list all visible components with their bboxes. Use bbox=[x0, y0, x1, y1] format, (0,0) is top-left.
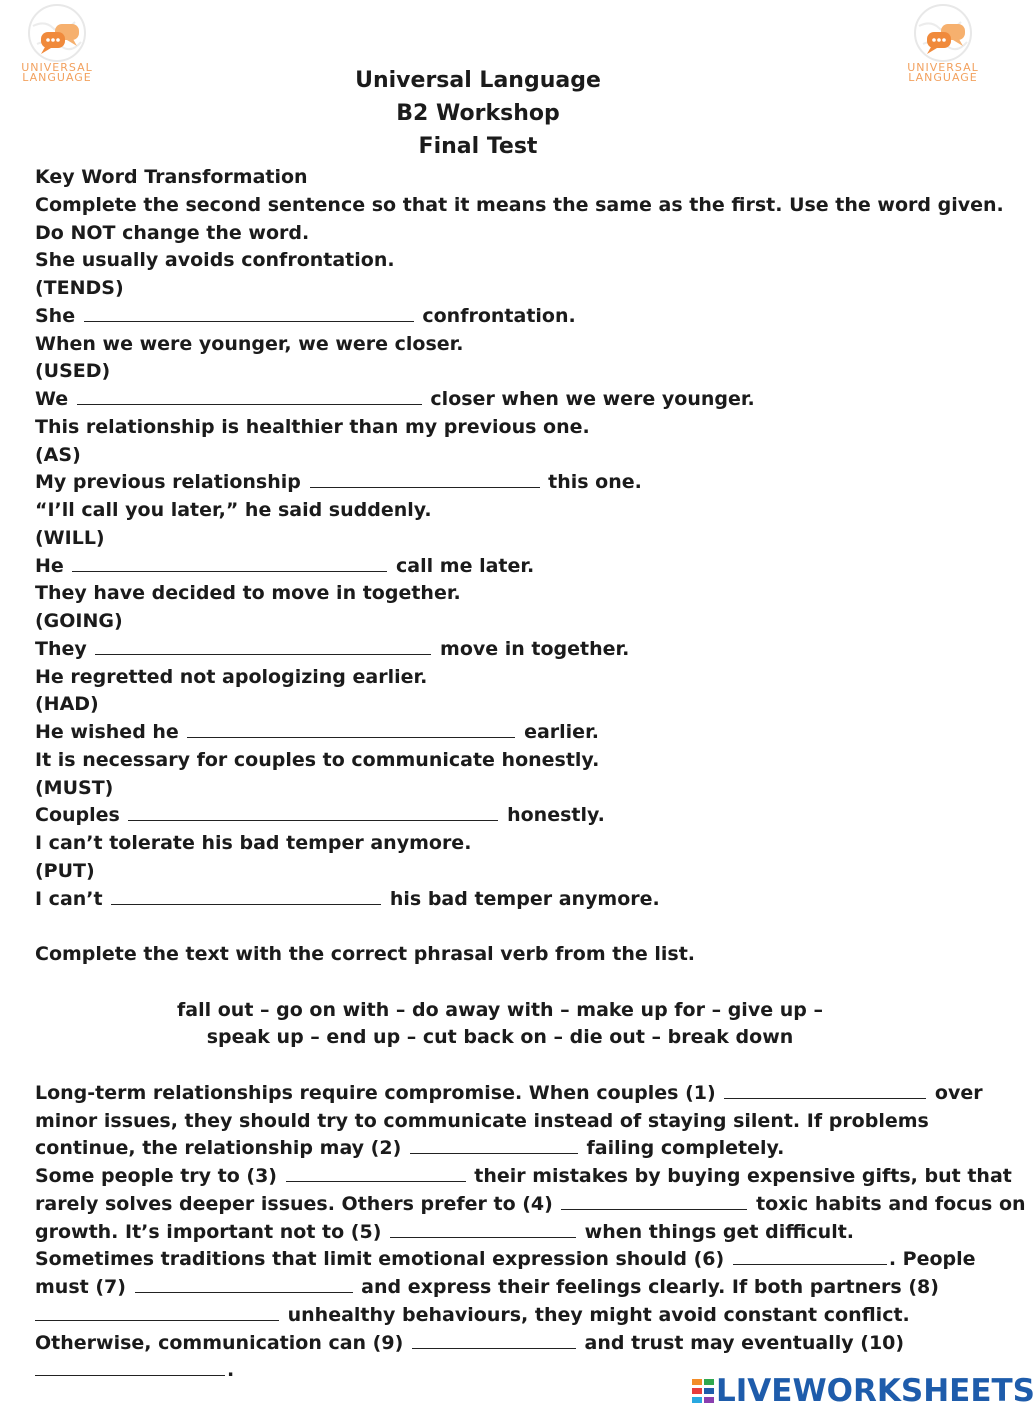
gap-blank-8[interactable] bbox=[35, 1302, 279, 1321]
key-word: (AS) bbox=[35, 443, 81, 466]
gap-blank-6[interactable] bbox=[733, 1246, 887, 1265]
gap-blank-3[interactable] bbox=[286, 1163, 466, 1182]
answer-prefix: We bbox=[35, 388, 69, 410]
gap-blank-10[interactable] bbox=[35, 1357, 225, 1376]
text-line-8 bbox=[35, 1274, 970, 1302]
key-word: (USED) bbox=[35, 360, 111, 383]
gap-blank-1[interactable] bbox=[724, 1080, 926, 1099]
title-line-2: B2 Workshop bbox=[396, 101, 560, 126]
answer-line bbox=[35, 886, 970, 914]
answer-blank-2[interactable] bbox=[77, 386, 422, 405]
text-fragment: Some people try to (3) bbox=[35, 1165, 277, 1187]
globe-chat-icon bbox=[25, 2, 89, 64]
answer-prefix: They bbox=[35, 637, 87, 660]
answer-prefix: He wished he bbox=[35, 721, 179, 743]
text-fragment: toxic habits and focus on bbox=[756, 1192, 1026, 1215]
answer-prefix: My previous relationship bbox=[35, 471, 301, 494]
gap-blank-4[interactable] bbox=[561, 1191, 747, 1210]
text-fragment: over bbox=[934, 1081, 983, 1104]
text-fragment: Sometimes traditions that limit emotional expression should (6) bbox=[35, 1248, 725, 1271]
key-word: (MUST) bbox=[35, 776, 114, 799]
section2-instruction: Complete the text with the correct phrasal verb from the list. bbox=[35, 943, 695, 965]
logo-line2: LANGUAGE bbox=[908, 71, 978, 84]
logo-line1: UNIVERSAL bbox=[21, 61, 93, 74]
instruction: Complete the second sentence so that it means the same as the first. Use the word given. bbox=[35, 193, 1004, 216]
liveworksheets-watermark bbox=[692, 1373, 1035, 1409]
key-word: (GOING) bbox=[35, 610, 123, 632]
text-line-9 bbox=[35, 1302, 970, 1330]
text-line-4 bbox=[35, 1163, 1012, 1191]
source-sentence: This relationship is healthier than my previous one. bbox=[35, 415, 590, 438]
spacer bbox=[35, 969, 970, 997]
text-line-7 bbox=[35, 1246, 976, 1274]
logo-line2: LANGUAGE bbox=[22, 71, 92, 84]
text-fragment: . bbox=[227, 1359, 235, 1382]
text-line-3 bbox=[35, 1135, 970, 1163]
text-fragment: and trust may eventually (10) bbox=[584, 1331, 905, 1354]
phrasal-verb-list-1: fall out – go on with – do away with – make up for – give up – bbox=[177, 998, 823, 1021]
title-line-1: Universal Language bbox=[355, 68, 601, 93]
section-heading: Key Word Transformation bbox=[35, 166, 308, 188]
spacer bbox=[35, 1052, 970, 1080]
text-line-10 bbox=[35, 1330, 970, 1358]
source-sentence: I can’t tolerate his bad temper anymore. bbox=[35, 832, 472, 854]
gap-blank-2[interactable] bbox=[410, 1135, 578, 1154]
source-sentence: It is necessary for couples to communicate honestly. bbox=[35, 748, 600, 771]
answer-suffix: call me later. bbox=[396, 554, 535, 577]
worksheet-content bbox=[35, 164, 1026, 1385]
source-sentence: “I’ll call you later,” he said suddenly. bbox=[35, 499, 432, 521]
text-fragment: Otherwise, communication can (9) bbox=[35, 1331, 404, 1354]
answer-blank-8[interactable] bbox=[111, 886, 381, 905]
text-fragment: rarely solves deeper issues. Others prefer to (4) bbox=[35, 1192, 553, 1215]
title-line-3: Final Test bbox=[418, 134, 538, 159]
text-line-2: minor issues, they should try to communicate instead of staying silent. If problems bbox=[35, 1109, 929, 1132]
liveworksheets-logo-icon bbox=[692, 1379, 714, 1405]
source-sentence: They have decided to move in together. bbox=[35, 582, 461, 605]
answer-line bbox=[35, 469, 970, 497]
key-word: (TENDS) bbox=[35, 277, 124, 299]
key-word: (HAD) bbox=[35, 693, 99, 716]
text-fragment: continue, the relationship may (2) bbox=[35, 1137, 402, 1160]
answer-suffix: earlier. bbox=[524, 721, 599, 743]
globe-chat-icon bbox=[911, 2, 975, 64]
answer-line bbox=[35, 553, 970, 581]
text-fragment: failing completely. bbox=[586, 1137, 785, 1160]
page-title bbox=[0, 61, 956, 163]
text-line-1 bbox=[35, 1080, 983, 1108]
answer-suffix: closer when we were younger. bbox=[430, 388, 755, 410]
source-sentence: She usually avoids confrontation. bbox=[35, 249, 395, 272]
answer-blank-1[interactable] bbox=[84, 303, 414, 322]
text-line-5 bbox=[35, 1191, 1026, 1219]
answer-line bbox=[35, 303, 970, 331]
answer-line bbox=[35, 802, 970, 830]
text-line-6 bbox=[35, 1219, 970, 1247]
text-fragment: when things get difficult. bbox=[584, 1220, 855, 1243]
text-fragment: unhealthy behaviours, they might avoid constant conflict. bbox=[287, 1303, 910, 1326]
answer-suffix: his bad temper anymore. bbox=[389, 887, 660, 910]
source-sentence: When we were younger, we were closer. bbox=[35, 332, 464, 355]
answer-prefix: Couples bbox=[35, 804, 120, 827]
answer-blank-3[interactable] bbox=[310, 469, 540, 488]
answer-suffix: confrontation. bbox=[422, 304, 576, 327]
answer-blank-7[interactable] bbox=[128, 802, 498, 821]
answer-prefix: I can’t bbox=[35, 887, 103, 910]
gap-blank-5[interactable] bbox=[390, 1219, 576, 1238]
answer-blank-5[interactable] bbox=[95, 636, 431, 655]
answer-prefix: He bbox=[35, 554, 64, 577]
key-word: (PUT) bbox=[35, 859, 95, 882]
instruction-2: Do NOT change the word. bbox=[35, 221, 310, 244]
text-fragment: growth. It’s important not to (5) bbox=[35, 1220, 382, 1243]
text-fragment: must (7) bbox=[35, 1276, 126, 1298]
text-fragment: . People bbox=[888, 1248, 976, 1271]
answer-suffix: move in together. bbox=[440, 637, 630, 660]
logo-line1: UNIVERSAL bbox=[907, 61, 979, 74]
text-fragment: and express their feelings clearly. If both partners (8) bbox=[361, 1276, 939, 1298]
answer-line bbox=[35, 386, 970, 414]
answer-blank-6[interactable] bbox=[187, 719, 515, 738]
text-fragment: their mistakes by buying expensive gifts, but that bbox=[474, 1165, 1012, 1187]
answer-blank-4[interactable] bbox=[72, 553, 387, 572]
gap-blank-7[interactable] bbox=[135, 1274, 353, 1293]
answer-suffix: this one. bbox=[548, 471, 642, 494]
key-word: (WILL) bbox=[35, 526, 105, 549]
text-fragment: Long-term relationships require compromise. When couples (1) bbox=[35, 1081, 716, 1104]
gap-blank-9[interactable] bbox=[412, 1330, 576, 1349]
answer-prefix: She bbox=[35, 304, 76, 327]
answer-suffix: honestly. bbox=[507, 804, 605, 827]
spacer bbox=[35, 913, 970, 941]
source-sentence: He regretted not apologizing earlier. bbox=[35, 665, 428, 688]
phrasal-verb-list-2: speak up – end up – cut back on – die out – break down bbox=[206, 1026, 794, 1049]
answer-line bbox=[35, 636, 970, 664]
answer-line bbox=[35, 719, 970, 747]
watermark-text: LIVEWORKSHEETS bbox=[716, 1373, 1035, 1409]
